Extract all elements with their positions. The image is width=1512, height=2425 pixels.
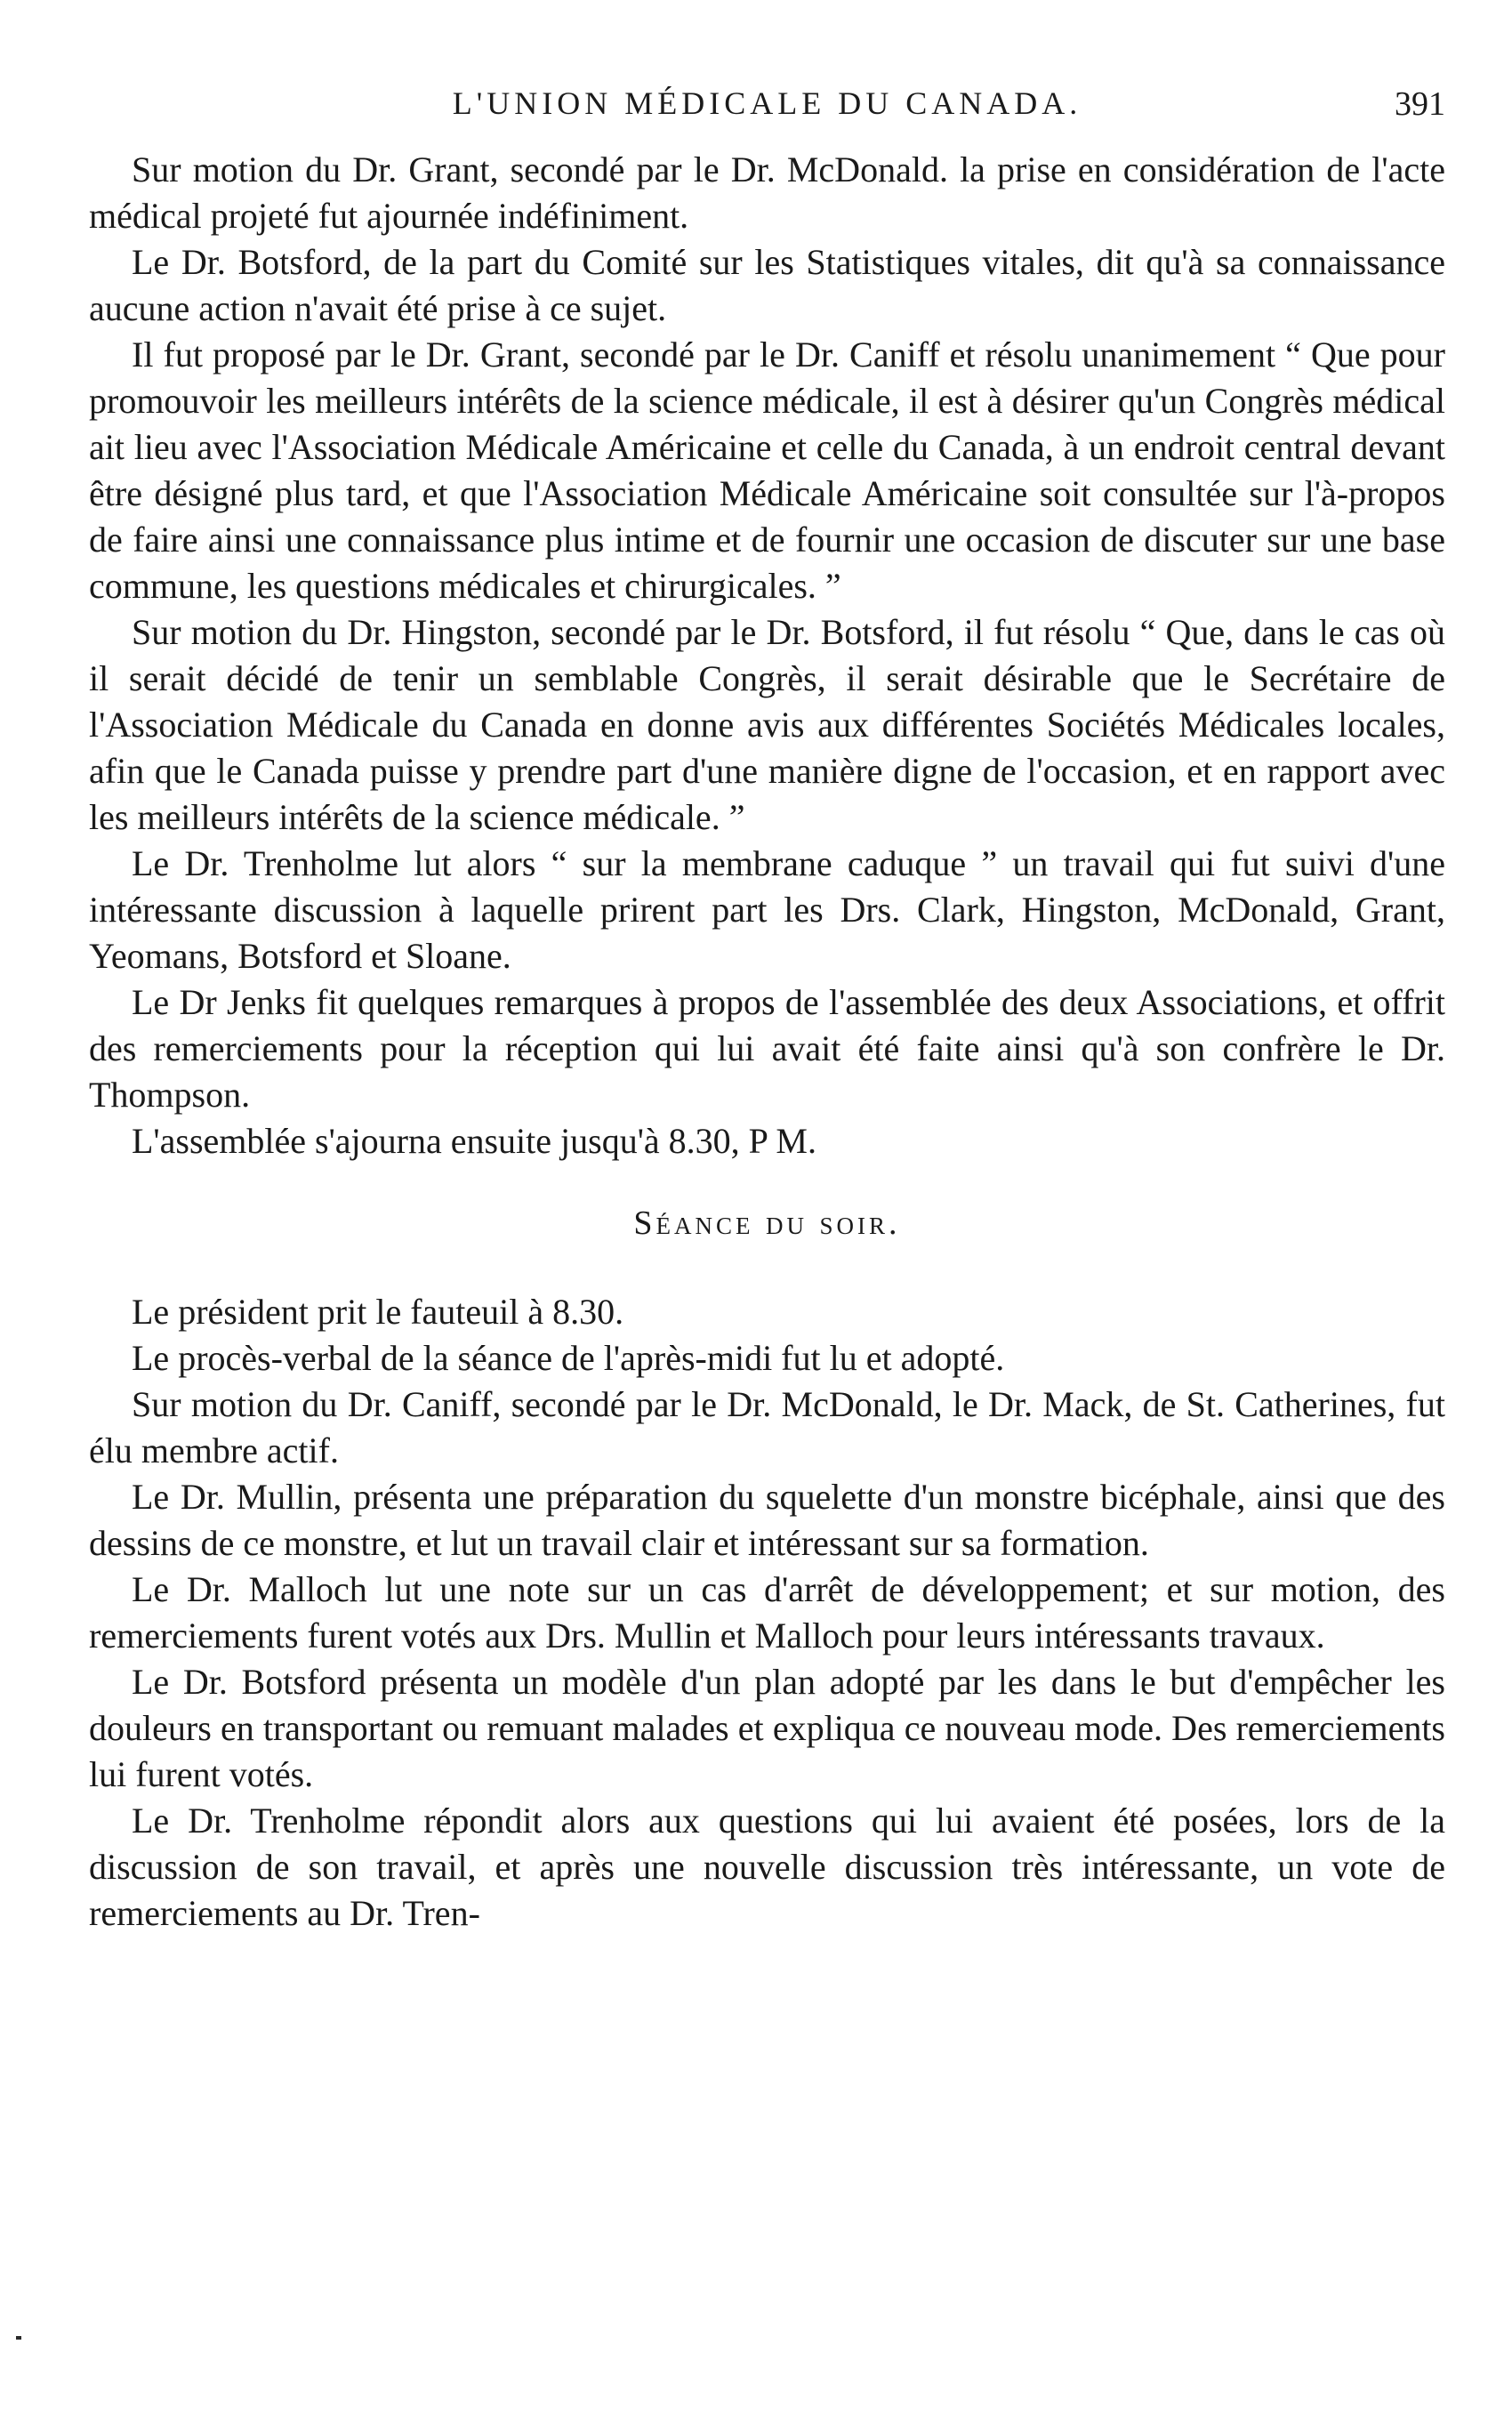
scan-edge-mark <box>16 2336 21 2340</box>
paragraph: Le Dr. Trenholme répondit alors aux questions qui lui avaient été posées, lors de la discussion de son travail, et après une nouvelle discussion très intéressante, un vote de remerciements au Dr. Tren- <box>89 1801 1445 1933</box>
paragraph: Sur motion du Dr. Grant, secondé par le Dr. McDonald. la prise en considération de l'acte médical projeté fut ajournée indéfiniment. <box>89 149 1445 236</box>
journal-title: L'UNION MÉDICALE DU CANADA. <box>452 85 1082 121</box>
paragraph: Le Dr. Mullin, présenta une préparation du squelette d'un monstre bicéphale, ainsi que des dessins de ce monstre, et lut un travail clair et intéressant sur sa formation. <box>89 1477 1445 1563</box>
body-text <box>89 147 1445 1937</box>
paragraph: Le Dr. Malloch lut une note sur un cas d'arrêt de développement; et sur motion, des remerciements furent votés aux Drs. Mullin et Malloch pour leurs intéressants travaux. <box>89 1569 1445 1656</box>
page-number: 391 <box>1395 85 1445 123</box>
paragraph: Le président prit le fauteuil à 8.30. <box>132 1292 624 1332</box>
paragraph: Le Dr Jenks fit quelques remarques à propos de l'assemblée des deux Associations, et offrit des remerciements pour la réception qui lui avait été faite ainsi qu'à son confrère le Dr. Thompson. <box>89 982 1445 1115</box>
paragraph: Le Dr. Botsford présenta un modèle d'un plan adopté par les dans le but d'empêcher les douleurs en transportant ou remuant malades et expliqua ce nouveau mode. Des remerciements lui furent votés. <box>89 1662 1445 1794</box>
paragraph: Sur motion du Dr. Caniff, secondé par le Dr. McDonald, le Dr. Mack, de St. Catherines, fut élu membre actif. <box>89 1384 1445 1470</box>
document-page <box>89 85 1445 2362</box>
paragraph: Le Dr. Trenholme lut alors “ sur la membrane caduque ” un travail qui fut suivi d'une intéressante discussion à laquelle prirent part les Drs. Clark, Hingston, McDonald, Grant, Yeomans, Botsford et Sloane. <box>89 843 1445 976</box>
paragraph: Il fut proposé par le Dr. Grant, secondé par le Dr. Caniff et résolu unanimement “ Que pour promouvoir les meilleurs intérêts de la science médicale, il est à désirer qu'un Congrès médical ait lieu avec l'Association Médicale Américaine et celle du Canada, à un endroit central devant être désigné plus tard, et que l'Association Médicale Américaine soit consultée sur l'à-propos de faire ainsi une connaissance plus intime et de fournir une occasion de discuter sur une base commune, les questions médicales et chirurgicales. ” <box>89 334 1445 606</box>
section-heading: Séance du soir. <box>633 1204 901 1242</box>
paragraph: L'assemblée s'ajourna ensuite jusqu'à 8.30, P M. <box>132 1121 816 1161</box>
paragraph: Le Dr. Botsford, de la part du Comité sur les Statistiques vitales, dit qu'à sa connaissance aucune action n'avait été prise à ce sujet. <box>89 242 1445 328</box>
paragraph: Sur motion du Dr. Hingston, secondé par le Dr. Botsford, il fut résolu “ Que, dans le cas où il serait décidé de tenir un semblable Congrès, il serait désirable que le Secrétaire de l'Association Médicale du Canada en donne avis aux différentes Sociétés Médicales locales, afin que le Canada puisse y prendre part d'une manière digne de l'occasion, et en rapport avec les meilleurs intérêts de la science médicale. ” <box>89 612 1445 837</box>
paragraph: Le procès-verbal de la séance de l'après-midi fut lu et adopté. <box>132 1338 1005 1378</box>
running-header <box>89 85 1445 147</box>
